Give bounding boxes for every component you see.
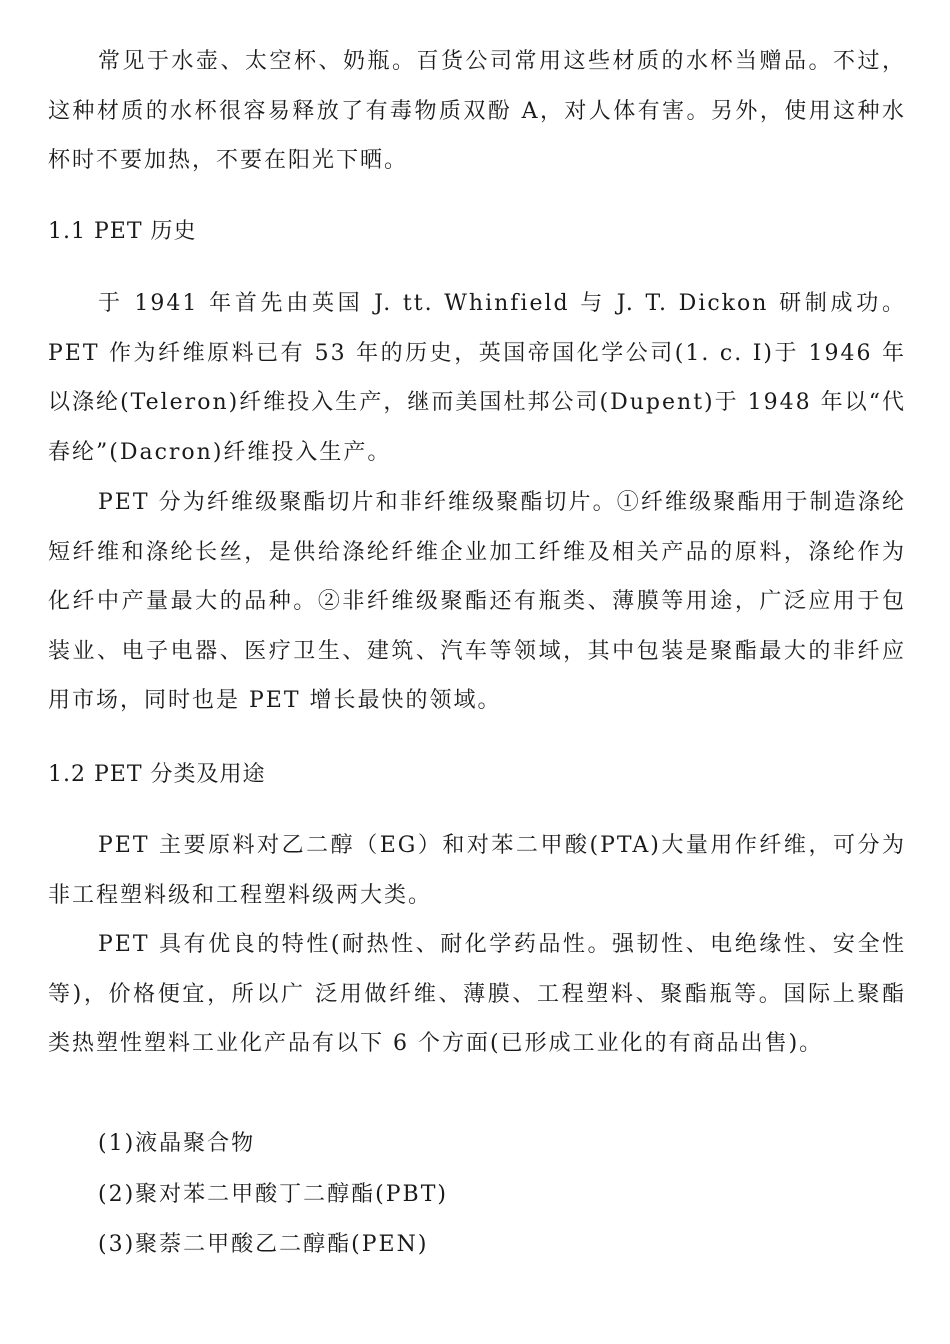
pet-grades-paragraph: PET 分为纤维级聚酯切片和非纤维级聚酯切片。①纤维级聚酯用于制造涤纶短纤维和涤纶长丝，是供给涤纶纤维企业加工纤维及相关产品的原料，涤纶作为化纤中产量最大的品种。②非纤维级聚酯还有瓶类、薄膜等用途，广泛应用于包装业、电子电器、医疗卫生、建筑、汽车等领域，其中包装是聚酯最大的非纤应用市场，同时也是 PET 增长最快的领域。: [48, 490, 906, 713]
section-heading-pet-history: 1.1 PET 历史: [48, 219, 197, 244]
list-item-liquid-crystal-polymer: (1)液晶聚合物: [98, 1131, 256, 1156]
pet-properties-paragraph: PET 具有优良的特性(耐热性、耐化学药品性。强韧性、电绝缘性、安全性等)，价格便宜，所以广 泛用做纤维、薄膜、工程塑料、聚酯瓶等。国际上聚酯类热塑性塑料工业化产品有以下 6 个方面(已形成工业化的有商品出售)。: [48, 932, 906, 1056]
section-heading-pet-classification: 1.2 PET 分类及用途: [48, 762, 266, 787]
pet-raw-materials-paragraph: PET 主要原料对乙二醇（EG）和对苯二甲酸(PTA)大量用作纤维，可分为非工程塑料级和工程塑料级两大类。: [48, 833, 906, 908]
list-item-pbt: (2)聚对苯二甲酸丁二醇酯(PBT): [98, 1182, 448, 1207]
pet-history-paragraph: 于 1941 年首先由英国 J. tt. Whinfield 与 J. T. Dickon 研制成功。 PET 作为纤维原料已有 53 年的历史，英国帝国化学公司(1. c. I)于 1946 年以涤纶(Teleron)纤维投入生产，继而美国杜邦公司(Dupent)于 1948 年以“代春纶”(Dacron)纤维投入生产。: [48, 291, 906, 465]
list-item-pen: (3)聚萘二甲酸乙二醇酯(PEN): [98, 1232, 429, 1257]
intro-paragraph: 常见于水壶、太空杯、奶瓶。百货公司常用这些材质的水杯当赠品。不过，这种材质的水杯很容易释放了有毒物质双酚 A，对人体有害。另外，使用这种水杯时不要加热，不要在阳光下晒。: [48, 49, 906, 173]
